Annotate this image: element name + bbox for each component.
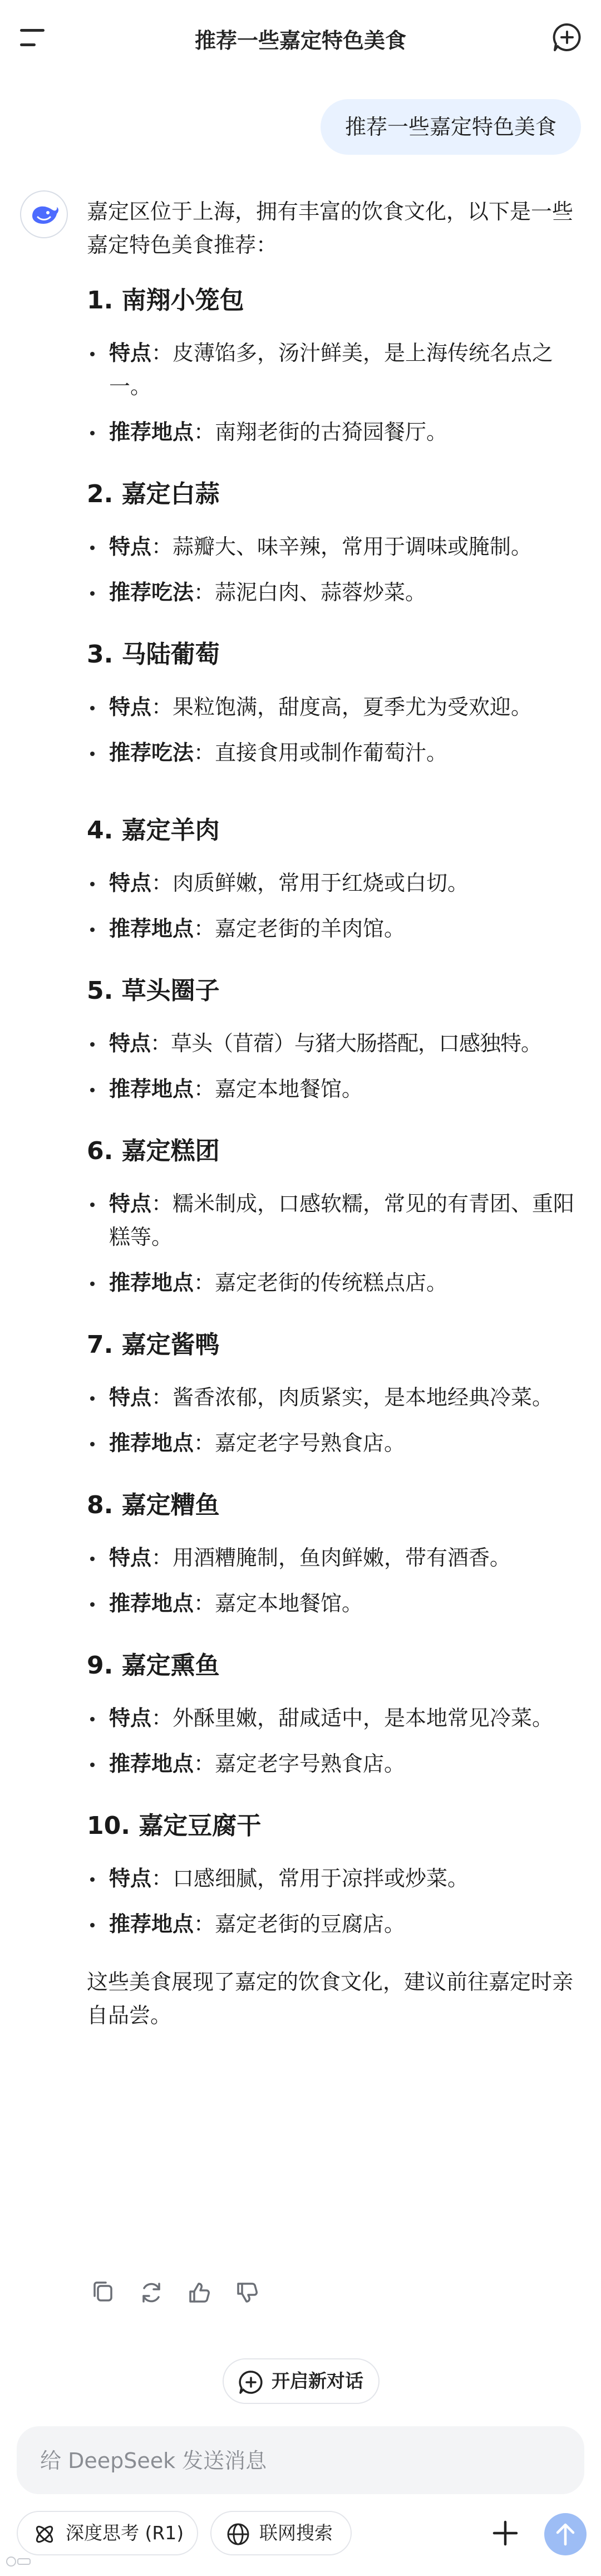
dish-title: 6. 嘉定糕团	[87, 1137, 220, 1165]
send-button[interactable]	[544, 2513, 587, 2555]
watermark-icon	[6, 2555, 31, 2571]
deepseek-avatar	[20, 190, 68, 238]
dish-title: 1. 南翔小笼包	[87, 286, 244, 315]
list-item: 特点：酱香浓郁，肉质紧实，是本地经典冷菜。	[87, 1381, 577, 1414]
list-item: 推荐地点：嘉定老街的豆腐店。	[87, 1907, 577, 1941]
list-item: 特点：口感细腻，常用于凉拌或炒菜。	[87, 1862, 577, 1895]
dish-title: 2. 嘉定白蒜	[87, 480, 220, 508]
assistant-message	[87, 195, 577, 2032]
dish-title: 4. 嘉定羊肉	[87, 816, 220, 845]
dish-title: 7. 嘉定酱鸭	[87, 1331, 220, 1359]
web-search-toggle[interactable]	[210, 2511, 352, 2555]
dish-section	[87, 478, 577, 609]
list-item: 特点：果粒饱满，甜度高，夏季尤为受欢迎。	[87, 690, 577, 724]
attach-plus-icon[interactable]	[487, 2515, 523, 2551]
dish-section	[87, 974, 577, 1106]
list-item: 推荐地点：嘉定老街的羊肉馆。	[87, 912, 577, 945]
dish-title: 5. 草头圈子	[87, 977, 220, 1005]
dish-title: 8. 嘉定糟鱼	[87, 1491, 220, 1519]
message-input-box	[17, 2426, 584, 2494]
dish-title: 3. 马陆葡萄	[87, 640, 220, 669]
list-item: 推荐地点：南翔老街的古猗园餐厅。	[87, 415, 577, 449]
top-bar	[0, 0, 601, 78]
conversation-title: 推荐一些嘉定特色美食	[194, 28, 406, 53]
new-conversation-label: 开启新对话	[272, 2370, 363, 2392]
regenerate-icon[interactable]	[135, 2276, 168, 2309]
list-item: 推荐吃法：直接食用或制作葡萄汁。	[87, 736, 577, 769]
list-item: 推荐地点：嘉定本地餐馆。	[87, 1587, 577, 1620]
list-item: 特点：皮薄馅多，汤汁鲜美，是上海传统名点之一。	[87, 336, 577, 403]
user-message-bubble: 推荐一些嘉定特色美食	[321, 99, 581, 155]
dish-title: 10. 嘉定豆腐干	[87, 1812, 262, 1840]
dish-section	[87, 814, 577, 945]
dish-section	[87, 1328, 577, 1460]
thumbs-down-icon[interactable]	[230, 2276, 264, 2309]
dish-section	[87, 284, 577, 449]
list-item: 推荐地点：嘉定本地餐馆。	[87, 1072, 577, 1106]
list-item: 特点：糯米制成，口感软糯，常见的有青团、重阳糕等。	[87, 1187, 577, 1254]
message-input[interactable]	[39, 2426, 564, 2495]
composer	[0, 2415, 601, 2576]
globe-icon	[226, 2522, 250, 2546]
web-search-label: 联网搜索	[259, 2522, 333, 2544]
list-item: 推荐地点：嘉定老字号熟食店。	[87, 1426, 577, 1460]
arrow-up-icon	[554, 2522, 577, 2546]
deepseek-whale-icon	[21, 192, 67, 237]
list-item: 特点：草头（苜蓿）与猪大肠搭配，口感独特。	[87, 1027, 577, 1060]
dish-title: 9. 嘉定熏鱼	[87, 1651, 220, 1680]
deep-think-label: 深度思考 (R1)	[66, 2522, 184, 2544]
new-conversation-button[interactable]	[223, 2358, 380, 2404]
list-item: 推荐吃法：蒜泥白肉、蒜蓉炒菜。	[87, 576, 577, 609]
new-chat-icon	[238, 2369, 264, 2395]
atom-icon	[32, 2522, 57, 2546]
dish-section	[87, 1809, 577, 1941]
copy-icon[interactable]	[87, 2276, 120, 2309]
thumbs-up-icon[interactable]	[183, 2276, 216, 2309]
list-item: 特点：用酒糟腌制，鱼肉鲜嫩，带有酒香。	[87, 1541, 577, 1574]
list-item: 推荐地点：嘉定老街的传统糕点店。	[87, 1266, 577, 1299]
dish-section	[87, 1649, 577, 1780]
answer-outro: 这些美食展现了嘉定的饮食文化，建议前往嘉定时亲自品尝。	[87, 1970, 574, 2028]
list-item: 特点：蒜瓣大、味辛辣，常用于调味或腌制。	[87, 530, 577, 563]
dish-section	[87, 1489, 577, 1620]
deep-think-toggle[interactable]	[17, 2511, 198, 2555]
dish-section	[87, 638, 577, 769]
answer-intro: 嘉定区位于上海，拥有丰富的饮食文化，以下是一些嘉定特色美食推荐：	[87, 199, 574, 257]
list-item: 推荐地点：嘉定老字号熟食店。	[87, 1747, 577, 1780]
list-item: 特点：外酥里嫩，甜咸适中，是本地常见冷菜。	[87, 1701, 577, 1735]
dish-section	[87, 1135, 577, 1299]
list-item: 特点：肉质鲜嫩，常用于红烧或白切。	[87, 866, 577, 900]
new-chat-icon[interactable]	[552, 22, 582, 52]
